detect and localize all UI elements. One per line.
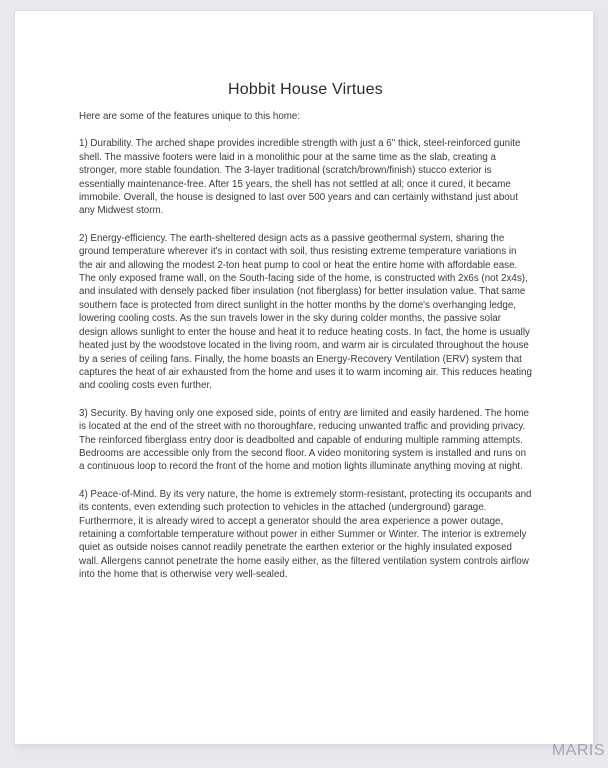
paragraph-peace-of-mind: 4) Peace-of-Mind. By its very nature, the home is extremely storm-resistant, protecting its occupants and its contents, even extending such protection to vehicles in the attached (underground) garage. Furthermore, it is already wired to accept a generator should the area experience a power outage, retaining a comfortable temperature without power in either Summer or Winter. The interior is extremely quiet as outside noises cannot readily penetrate the earthen exterior or the highly insulated exposed wall. Allergens cannot penetrate the home easily either, as the filtered ventilation system controls airflow into the home that is otherwise very well-sealed.	[79, 488, 532, 581]
paragraph-durability: 1) Durability. The arched shape provides incredible strength with just a 6" thick, steel-reinforced gunite shell. The massive footers were laid in a monolithic pour at the same time as the slab, creating a stronger, more stable foundation. The 3-layer traditional (scratch/brown/finish) stucco exterior is essentially maintenance-free. After 15 years, the shell has not settled at all; once it cured, it became immobile. Overall, the house is designed to last over 500 years and can certainly withstand just about any Midwest storm.	[79, 138, 521, 217]
document-page	[14, 10, 594, 745]
paragraph-energy-efficiency: 2) Energy-efficiency. The earth-sheltered design acts as a passive geothermal system, sharing the ground temperature wherever it's in contact with soil, thus resisting extreme temperature variations in the air and allowing the modest 2-ton heat pump to cool or heat the entire home with affordable ease. The only exposed frame wall, on the South-facing side of the home, is constructed with 2x6s (not 2x4s), and insulated with densely packed fiber insulation (not fiberglass) for better insulation value. That same southern face is protected from direct sunlight in the hotter months by the dome's overhanging ledge, lowering cooling costs. As the sun travels lower in the sky during colder months, the passive solar design allows sunlight to enter the house and heat it to reduce heating costs. In fact, the home is usually heated just by the woodstove located in the living room, and warm air is circulated throughout the house by a series of ceiling fans. Finally, the home boasts an Energy-Recovery Ventilation (ERV) system that captures the heat of air exhausted from the home and uses it to warm incoming air. This reduces heating and cooling costs even further.	[79, 232, 532, 392]
intro-line: Here are some of the features unique to this home:	[79, 111, 301, 122]
maris-watermark: MARIS	[551, 742, 605, 759]
page-title: Hobbit House Virtues	[228, 81, 383, 98]
paragraph-security: 3) Security. By having only one exposed side, points of entry are limited and easily hardened. The home is located at the end of the street with no thoroughfare, reducing unwanted traffic and providing privacy. The reinforced fiberglass entry door is deadbolted and capable of enduring multiple ramming attempts. Bedrooms are accessible only from the second floor. A video monitoring system is installed and runs on a continuous loop to record the front of the home and motion lights illuminate anything moving at night.	[79, 407, 530, 473]
